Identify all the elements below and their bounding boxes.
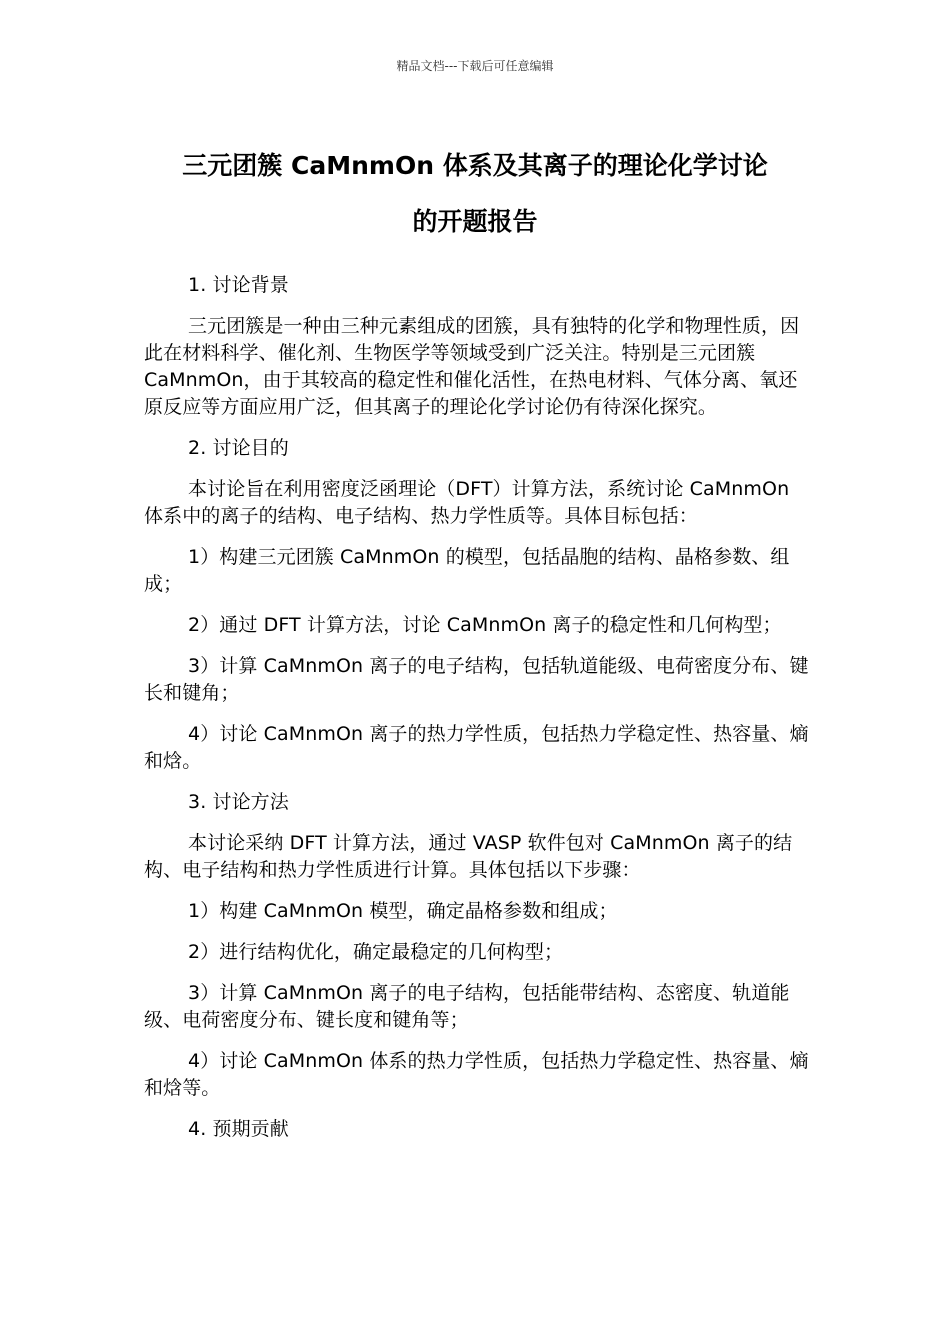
title-line-1: 三元团簇 CaMnmOn 体系及其离子的理论化学讨论 xyxy=(182,151,768,180)
purpose-item-2: 2）通过 DFT 计算方法，讨论 CaMnmOn 离子的稳定性和几何构型； xyxy=(188,614,782,636)
method-item-2: 2）进行结构优化，确定最稳定的几何构型； xyxy=(188,941,564,963)
document-body xyxy=(144,272,812,1157)
section-heading-contribution: 4. 预期贡献 xyxy=(188,1118,289,1140)
section-heading-method: 3. 讨论方法 xyxy=(188,791,289,813)
paragraph-method: 本讨论采纳 DFT 计算方法，通过 VASP 软件包对 CaMnmOn 离子的结构、电子结构和热力学性质进行计算。具体包括以下步骤： xyxy=(144,832,793,881)
purpose-item-1: 1）构建三元团簇 CaMnmOn 的模型，包括晶胞的结构、晶格参数、组成； xyxy=(144,546,790,595)
method-item-1: 1）构建 CaMnmOn 模型，确定晶格参数和组成； xyxy=(188,900,618,922)
purpose-item-4: 4）讨论 CaMnmOn 离子的热力学性质，包括热力学稳定性、热容量、熵和焓。 xyxy=(144,723,809,772)
section-heading-background: 1. 讨论背景 xyxy=(188,274,289,296)
header-note: 精品文档---下载后可任意编辑 xyxy=(396,59,554,73)
document-title xyxy=(145,138,805,250)
method-item-3: 3）计算 CaMnmOn 离子的电子结构，包括能带结构、态密度、轨道能级、电荷密度分布、键长度和键角等； xyxy=(144,982,790,1031)
paragraph-background: 三元团簇是一种由三种元素组成的团簇，具有独特的化学和物理性质，因此在材料科学、催化剂、生物医学等领域受到广泛关注。特别是三元团簇 CaMnmOn，由于其较高的稳定性和催化活性，在热电材料、气体分离、氧还原反应等方面应用广泛，但其离子的理论化学讨论仍有待深化探究。 xyxy=(144,315,800,418)
title-line-2: 的开题报告 xyxy=(412,207,538,236)
purpose-item-3: 3）计算 CaMnmOn 离子的电子结构，包括轨道能级、电荷密度分布、键长和键角； xyxy=(144,655,809,704)
section-heading-purpose: 2. 讨论目的 xyxy=(188,437,289,459)
paragraph-purpose: 本讨论旨在利用密度泛函理论（DFT）计算方法，系统讨论 CaMnmOn 体系中的离子的结构、电子结构、热力学性质等。具体目标包括： xyxy=(144,478,790,527)
method-item-4: 4）讨论 CaMnmOn 体系的热力学性质，包括热力学稳定性、热容量、熵和焓等。 xyxy=(144,1050,809,1099)
